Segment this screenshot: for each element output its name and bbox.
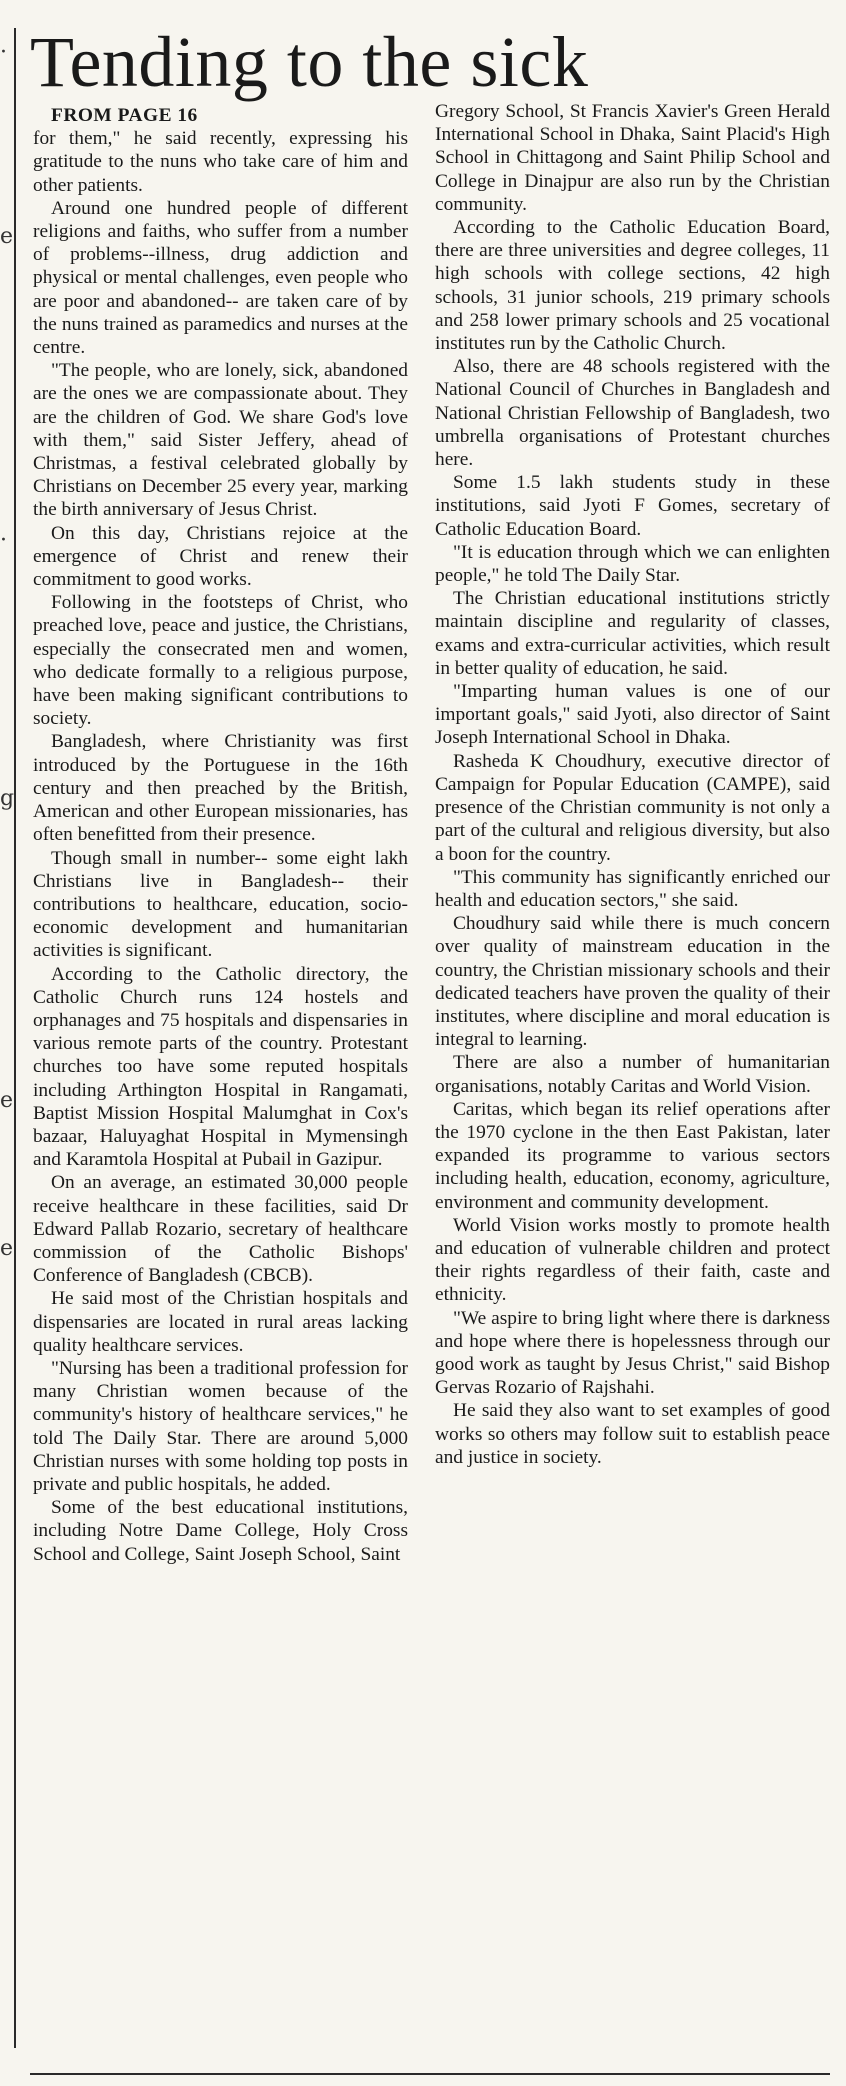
paragraph: Following in the footsteps of Christ, who preached love, peace and justice, the Christians, especially the consecrated men and women, who dedicate formally to a religious purpose, have been making significant contributions to society. (33, 592, 408, 730)
adjacent-article-fragment: g (0, 786, 15, 811)
paragraph: Some 1.5 lakh students study in these institutions, said Jyoti F Gomes, secretary of Catholic Education Board. (435, 472, 830, 540)
paragraph: According to the Catholic directory, the Catholic Church runs 124 hostels and orphanages and 75 hospitals and dispensaries in various remote parts of the country. Protestant churches too have some reputed hospitals including Arthington Hospital in Rangamati, Baptist Mission Hospital Malumghat in Cox's bazaar, Haluyaghat Hospital in Mymensingh and Karamtola Hospital at Pubail in Gazipur. (33, 963, 408, 1171)
paragraph: Also, there are 48 schools registered with the National Council of Churches in Bangladesh and National Christian Fellowship of Bangladesh, two umbrella organisations of Protestant churches here. (435, 356, 830, 471)
paragraph: He said they also want to set examples of good works so others may follow suit to establish peace and justice in society. (435, 1400, 830, 1468)
paragraph: On this day, Christians rejoice at the emergence of Christ and renew their commitment to good works. (33, 522, 408, 591)
paragraph: "This community has significantly enriched our health and education sectors," she said. (435, 866, 830, 911)
paragraph: "The people, who are lonely, sick, abandoned are the ones we are compassionate about. They are the children of God. We share God's love with them," said Sister Jeffery, ahead of Christmas, a festival celebrated globally by Christians on December 25 every year, marking the birth anniversary of Jesus Christ. (33, 360, 408, 521)
paragraph: Rasheda K Choudhury, executive director of Campaign for Popular Education (CAMPE), said presence of the Christian community is not only a part of the cultural and religious diversity, but also a boon for the country. (435, 750, 830, 865)
paragraph: "It is education through which we can enlighten people," he told The Daily Star. (435, 541, 830, 587)
jump-line: FROM PAGE 16 (51, 105, 198, 126)
paragraph: Though small in number-- some eight lakh Christians live in Bangladesh-- their contributions to healthcare, education, socio-economic development and humanitarian activities is significant. (33, 847, 408, 962)
paragraph: There are also a number of humanitarian organisations, notably Caritas and World Vision. (435, 1052, 830, 1097)
paragraph: He said most of the Christian hospitals and dispensaries are located in rural areas lacking quality healthcare services. (33, 1288, 408, 1356)
paragraph: Bangladesh, where Christianity was first introduced by the Portuguese in the 16th century and then preached by the British, American and other European missionaries, has often benefitted from their presence. (33, 731, 408, 846)
paragraph: Gregory School, St Francis Xavier's Green Herald International School in Dhaka, Saint Placid's High School in Chittagong and Saint Philip School and College in Dinajpur are also run by the Christian community. (435, 101, 830, 215)
adjacent-article-fragment: · (0, 528, 7, 553)
paragraph: According to the Catholic Education Board, there are three universities and degree colleges, 11 high schools with college sections, 42 high schools, 31 junior schools, 219 primary schools and 258 lower primary schools and 25 vocational institutes run by the Catholic Church. (435, 217, 830, 355)
article-column-left (33, 104, 408, 1566)
headline: Tending to the sick (30, 22, 589, 102)
paragraph: World Vision works mostly to promote health and education of vulnerable children and protect their rights regardless of their faith, caste and ethnicity. (435, 1214, 830, 1306)
paragraph: Around one hundred people of different religions and faiths, who suffer from a number of problems--illness, drug addiction and physical or mental challenges, even people who are poor and abandoned-- are taken care of by the nuns trained as paramedics and nurses at the centre. (33, 197, 408, 359)
paragraph: for them," he said recently, expressing his gratitude to the nuns who take care of him and other patients. (33, 128, 408, 196)
bottom-rule (30, 2073, 830, 2075)
paragraph: "Imparting human values is one of our important goals," said Jyoti, also director of Saint Joseph International School in Dhaka. (435, 681, 830, 749)
paragraph: "We aspire to bring light where there is darkness and hope where there is hopelessness through our good work as taught by Jesus Christ," said Bishop Gervas Rozario of Rajshahi. (435, 1307, 830, 1399)
adjacent-article-fragment: e (0, 1236, 14, 1261)
paragraph: The Christian educational institutions strictly maintain discipline and regularity of classes, exams and extra-curricular activities, which result in better quality of education, he said. (435, 588, 830, 679)
column-rule-left (14, 28, 16, 2048)
adjacent-article-fragment: · (0, 40, 7, 65)
paragraph: On an average, an estimated 30,000 people receive healthcare in these facilities, said Dr Edward Pallab Rozario, secretary of healthcare commission of the Catholic Bishops' Conference of Bangladesh (CBCB). (33, 1172, 408, 1287)
paragraph: Caritas, which began its relief operations after the 1970 cyclone in the then East Pakistan, later expanded its programme to various sectors including health, education, economy, agriculture, environment and community development. (435, 1098, 830, 1213)
paragraph: Some of the best educational institutions, including Notre Dame College, Holy Cross School and College, Saint Joseph School, Saint (33, 1497, 408, 1565)
paragraph: "Nursing has been a traditional profession for many Christian women because of the community's history of healthcare services," he told The Daily Star. There are around 5,000 Christian nurses with some holding top posts in private and public hospitals, he added. (33, 1357, 408, 1495)
article-column-right (435, 100, 830, 1469)
paragraph: Choudhury said while there is much concern over quality of mainstream education in the country, the Christian missionary schools and their dedicated teachers have proven the quality of their institutes, where discipline and moral education is integral to learning. (435, 913, 830, 1051)
adjacent-article-fragment: e (0, 224, 14, 249)
adjacent-article-fragment: e (0, 1088, 14, 1113)
